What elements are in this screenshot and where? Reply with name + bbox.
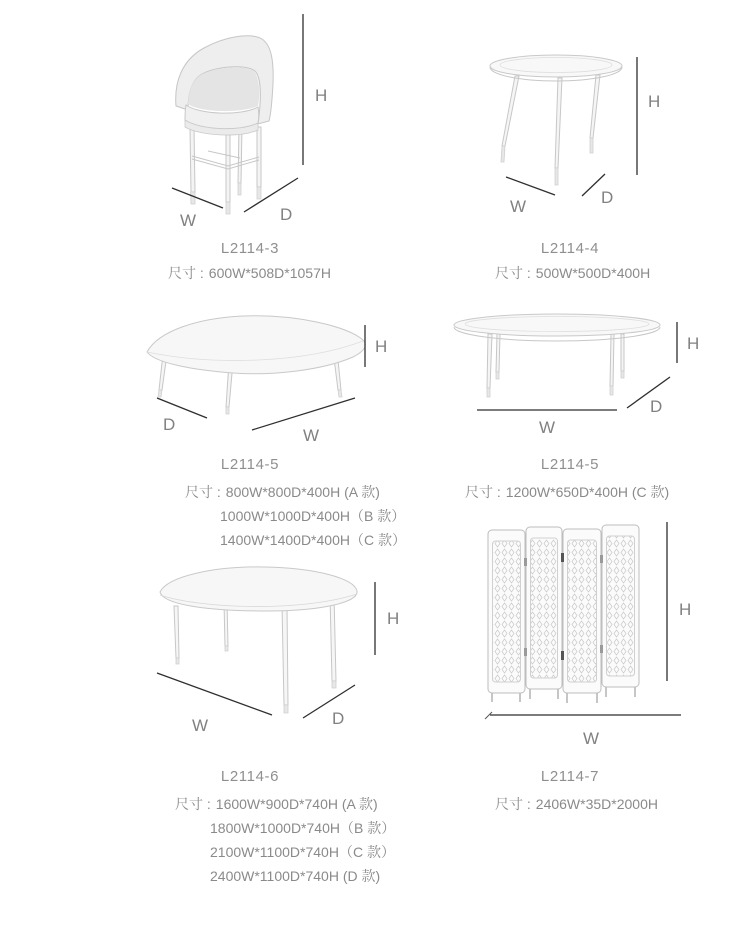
height-label: H [387,609,400,628]
product-dimensions [495,792,658,816]
size-prefix: 尺寸 : [495,796,531,812]
round-side-table-illustration [460,40,700,220]
dimension-line-text: 尺寸 : 1600W*900D*740H (A 款) [175,796,378,812]
depth-label: D [280,205,293,224]
oval-table-sketch [454,314,660,397]
product-dimensions [168,261,331,285]
height-label: H [375,337,388,356]
dimension-line-text: 尺寸 : 1200W*650D*400H (C 款) [465,484,670,500]
width-label: W [192,716,209,735]
width-label: W [303,426,320,445]
product-code: L2114-4 [540,240,600,257]
dimension-line-text: 1000W*1000D*400H（B 款） [220,508,406,524]
depth-label: D [163,415,176,434]
side-table-sketch [490,55,622,185]
oval-coffee-table-illustration [440,300,705,445]
product-dimensions [175,792,395,888]
dimension-line-text: 1800W*1000D*740H（B 款） [210,820,396,836]
height-label: H [315,86,328,105]
bar-chair-illustration [140,8,380,238]
dimension-line-text: 尺寸 : 600W*508D*1057H [168,265,331,281]
product-code: L2114-7 [540,768,600,785]
depth-label: D [650,397,663,416]
bar-chair-sketch [176,36,273,214]
width-label: W [539,418,556,437]
dimension-line-text: 1400W*1400D*400H（C 款） [220,532,406,548]
square-coffee-table-illustration [125,300,390,450]
dining-table-sketch [160,567,357,713]
dimension-line-text: 2100W*1100D*740H（C 款） [210,844,395,860]
product-code: L2114-5 [540,456,600,473]
size-prefix: 尺寸 : [465,484,501,500]
size-prefix: 尺寸 : [495,265,531,281]
product-code: L2114-3 [220,240,280,257]
height-label: H [648,92,661,111]
height-label: H [687,334,700,353]
dimension-line-text: 2400W*1100D*740H (D 款) [210,868,381,884]
depth-label: D [601,188,614,207]
dimension-line-text: 尺寸 : 800W*800D*400H (A 款) [185,484,380,500]
product-code: L2114-6 [220,768,280,785]
square-table-sketch [147,316,365,414]
dimension-line-text: 尺寸 : 2406W*35D*2000H [495,796,658,812]
size-prefix: 尺寸 : [185,484,221,500]
width-dimension-line [506,177,555,195]
product-dimensions [465,480,669,504]
depth-dimension-line [303,685,355,718]
depth-dimension-line [627,377,670,408]
depth-label: D [332,709,345,728]
size-prefix: 尺寸 : [175,796,211,812]
folding-screen-illustration [452,503,702,751]
size-prefix: 尺寸 : [168,265,204,281]
width-label: W [180,211,197,230]
height-label: H [679,600,692,619]
product-dimensions [495,261,650,285]
product-dimensions [185,480,406,552]
oval-dining-table-illustration [128,550,403,735]
screen-sketch [488,525,639,703]
dimension-line-text: 尺寸 : 500W*500D*400H [495,265,651,281]
width-dimension-line [157,673,272,715]
width-dimension-line [172,188,223,208]
product-code: L2114-5 [220,456,280,473]
width-label: W [583,729,600,748]
width-label: W [510,197,527,216]
